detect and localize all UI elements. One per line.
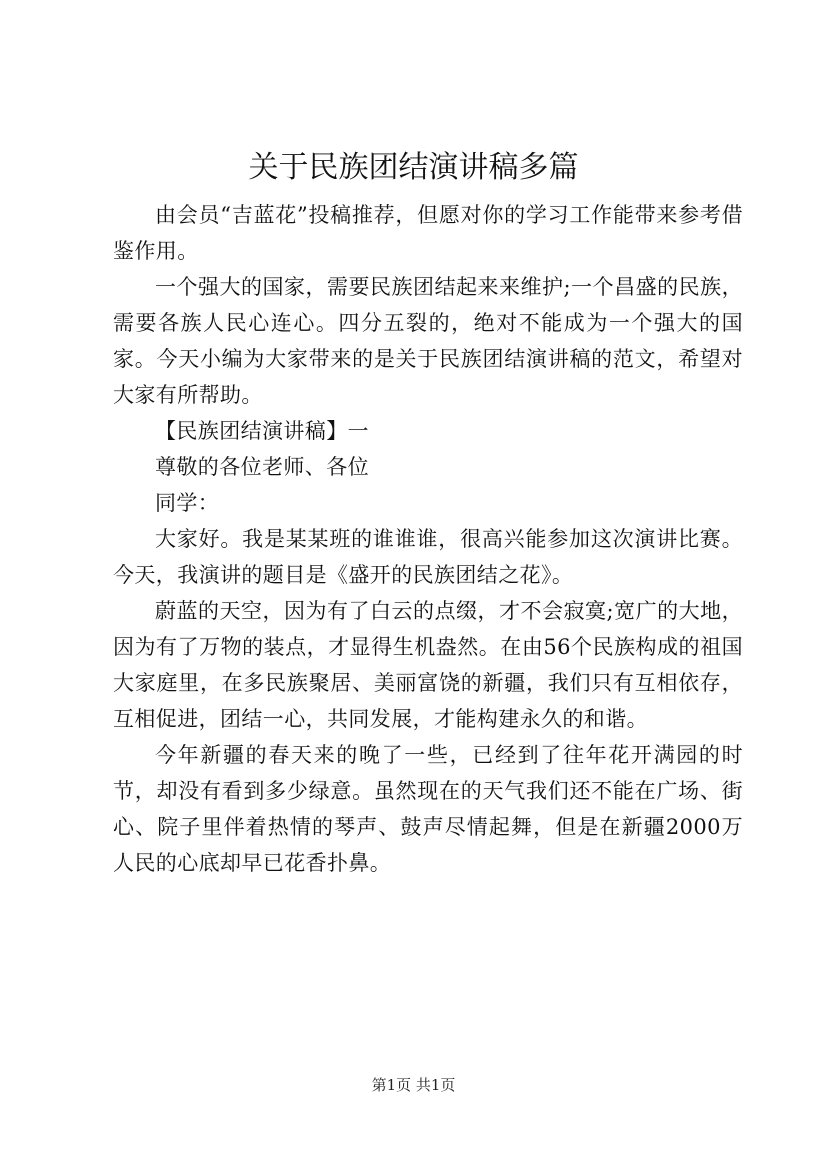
paragraph-preface: 一个强大的国家，需要民族团结起来来维护;一个昌盛的民族，需要各族人民心连心。四分五裂的，绝对不能成为一个强大的国家。今天小编为大家带来的是关于民族团结演讲稿的范文，希望对大家有所帮助。: [113, 275, 743, 407]
document-body: [113, 197, 743, 881]
section-heading: 【民族团结演讲稿】一: [155, 419, 369, 443]
page-number-footer: 第1页 共1页: [371, 1076, 456, 1094]
paragraph-intro: 由会员“吉蓝花”投稿推荐，但愿对你的学习工作能带来参考借鉴作用。: [113, 203, 743, 263]
paragraph-sky: 蔚蓝的天空，因为有了白云的点缀，才不会寂寞;宽广的大地，因为有了万物的装点，才显得生机盎然。在由56个民族构成的祖国大家庭里，在多民族聚居、美丽富饶的新疆，我们只有互相依存，互相促进，团结一心，共同发展，才能构建永久的和谐。: [113, 599, 743, 731]
salutation-line: 尊敬的各位老师、各位: [155, 455, 369, 479]
salutation-line: 同学：: [155, 491, 220, 515]
paragraph-spring: 今年新疆的春天来的晚了一些，已经到了往年花开满园的时节，却没有看到多少绿意。虽然现在的天气我们还不能在广场、街心、院子里伴着热情的琴声、鼓声尽情起舞，但是在新疆2000万人民的心底却早已花香扑鼻。: [113, 743, 743, 875]
paragraph-greeting: 大家好。我是某某班的谁谁谁，很高兴能参加这次演讲比赛。今天，我演讲的题目是《盛开的民族团结之花》。: [113, 527, 743, 587]
page-title: 关于民族团结演讲稿多篇: [248, 150, 579, 185]
